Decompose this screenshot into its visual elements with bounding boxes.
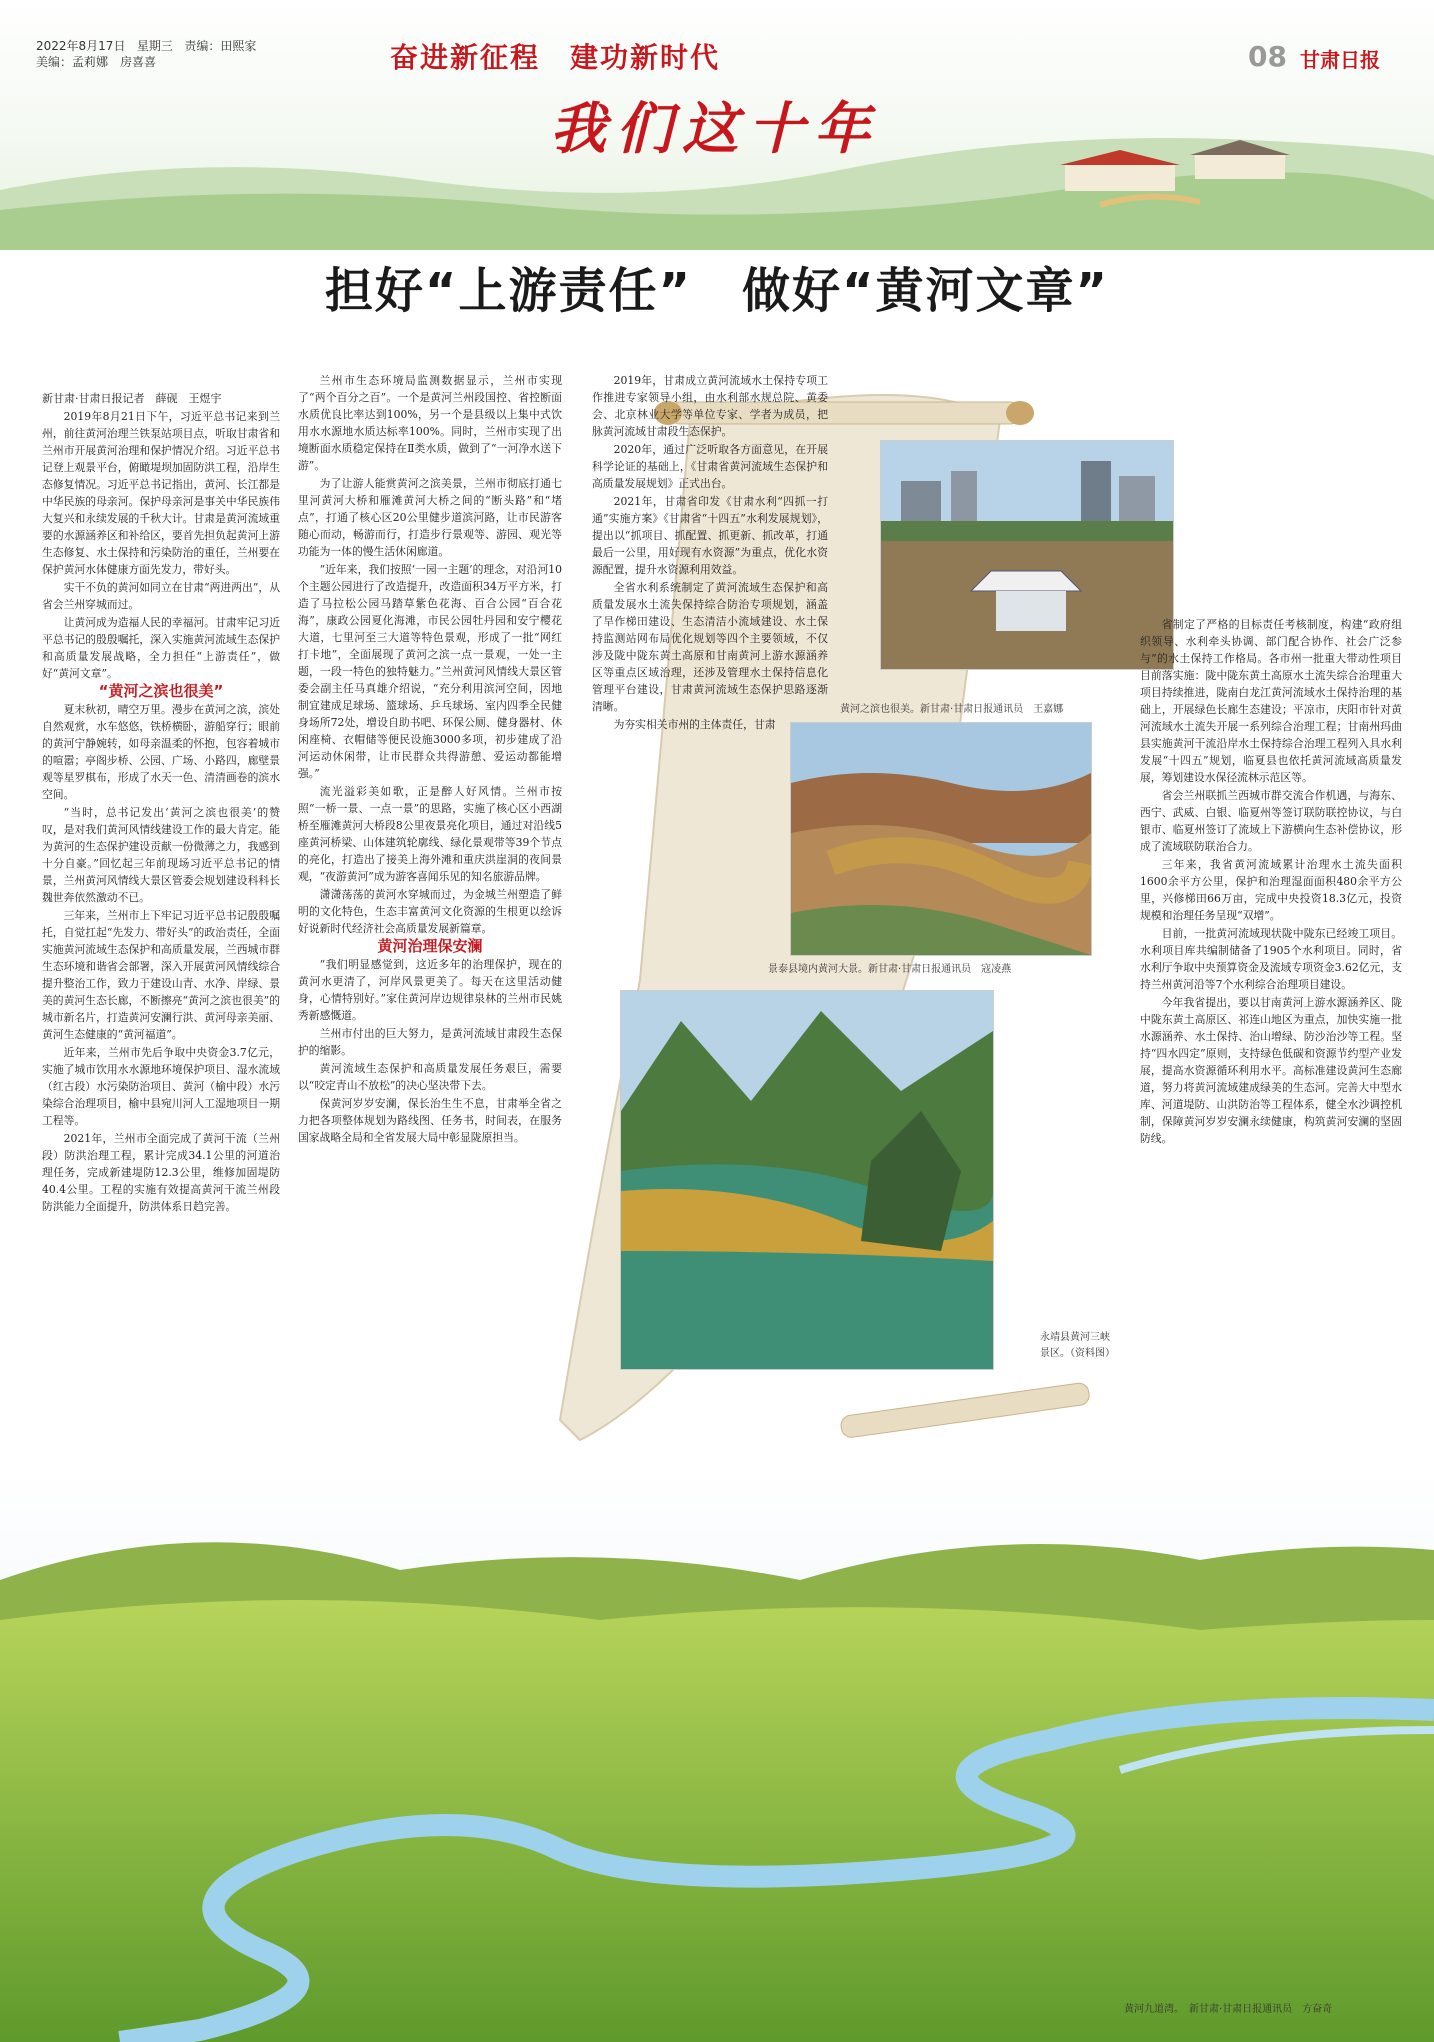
subheading-2: 黄河治理保安澜 [377,937,483,955]
paragraph: 省制定了严格的目标责任考核制度，构建“政府组织领导、水利牵头协调、部门配合协作、社会广泛参与”的水土保持工作格局。各市州一批重大带动性项目目前落实施：陇中陇东黄土高原水土流失综合治理重大项目持续推进，陇南白龙江黄河流域水土保持治理的基础上，开展绿色长廊生态建设；平凉市，庆阳市针对黄河流域水土流失开展一系列综合治理工程；甘南州玛曲县实施黄河干流沿岸水土保持综合治理工程列入具水利发展“十四五”规划，临夏县也依托黄河流域高质量发展，筹划建设水保径流林示范区等。 [1140,618,1402,784]
photo-yongjing-gorge [620,990,994,1370]
paragraph: 让黄河成为造福人民的幸福河。甘肃牢记习近平总书记的殷殷嘱托，深入实施黄河流域生态保护和高质量发展战略，全力担任“上游责任”，做好“黄河文章”。 [42,616,280,680]
paragraph: 今年我省提出，要以甘南黄河上游水源涵养区、陇中陇东黄土高原区、祁连山地区为重点，加快实施一批水源涵养、水土保持、治山增绿、防沙治沙等工程。坚持“四水四定”原则，支持绿色低碳和资源节约型产业发展，提高水资源循环利用水平。高标准建设黄河生态廊道，努力将黄河流域建成绿美的生态河。完善大中型水库、河道堤防、山洪防治等工程体系，健全水沙调控机制，保障黄河岁岁安澜永续健康，构筑黄河安澜的坚固防线。 [1140,996,1402,1145]
caption-photo2: 景泰县境内黄河大景。新甘肃·甘肃日报通讯员 寇凌燕 [768,964,1012,975]
page-number: 08 [1248,40,1287,73]
byline: 新甘肃·甘肃日报记者 薛砚 王煜宇 [42,392,222,405]
text-column-3 [592,372,828,842]
paragraph: 省会兰州联抓兰西城市群交流合作机遇，与海东、西宁、武威、白银、临夏州等签订联防联控协议，与白银市、临夏州签订了流域上下游横向生态补偿协议，形成了流域联防联治合力。 [1140,789,1402,853]
landscape-photo [881,441,1173,669]
paragraph: 2021年，兰州市全面完成了黄河干流（兰州段）防洪治理工程，累计完成34.1公里的河道治理任务，完成新建堤防12.3公里，维修加固堤防40.4公里。工程的实施有效提高黄河干流兰州段防洪能力全面提升，防洪体系日趋完善。 [42,1132,280,1213]
paragraph: 三年来，兰州市上下牢记习近平总书记殷殷嘱托，自觉扛起“先发力、带好头”的政治责任，全面实施黄河流域生态保护和高质量发展，兰西城市群生态环境和谐省会部署，深入开展黄河风情线综合提升整治工作，致力于建设山青、水净、岸绿、景美的黄河生态长廊，不断擦亮“黄河之滨也很美”的城市新名片，打造黄河安澜行洪、黄河母亲美丽、黄河生态健康的“黄河福道”。 [42,909,280,1041]
landscape-photo [621,991,993,1369]
slogan: 奋进新征程 建功新时代 [390,41,721,74]
landscape-photo [791,723,1091,955]
headline: 担好“上游责任” 做好“黄河文章” [324,263,1110,319]
issue-weekday: 星期三 [136,39,173,53]
paragraph: 潇潇荡荡的黄河水穿城而过，为金城兰州塑造了鲜明的文化特色，生态丰富黄河文化资源的生根更以绘诉好说新时代经济社会高质量发展新篇章。 [298,888,562,935]
paragraph: 实干不负的黄河如同立在甘肃“两进两出”，从省会兰州穿城而过。 [42,581,280,611]
caption-photo1: 黄河之滨也很美。新甘肃·甘肃日报通讯员 王嘉娜 [840,704,1064,715]
paragraph: 目前，一批黄河流域现状陇中陇东已经竣工项目。水利项目库共编制储备了1905个水利项目。同时，省水利厅争取中央预算资金及流域专项资金3.62亿元，支持兰州黄河沿等7个水利综合治理项目建设。 [1140,927,1402,991]
paragraph: 为夯实相关市州的主体责任，甘肃 [613,718,776,731]
paragraph: 2019年，甘肃成立黄河流域水土保持专项工作推进专家领导小组，由水利部水规总院、黄委会、北京林业大学等单位专家、学者为成员，把脉黄河流域甘肃段生态保护。 [592,374,828,438]
paragraph: 流光溢彩美如歌，正是醉人好风情。兰州市按照“一桥一景、一点一景”的思路，实施了核心区小西湖桥至雁滩黄河大桥段8公里夜景亮化项目，通过对沿线5座黄河桥梁、山体建筑轮廓线、绿化景观带等39个节点的亮化，打造出了接美上海外滩和重庆洪崖洞的夜间景观，“夜游黄河”成为游客喜闻乐见的知名旅游品牌。 [298,785,562,883]
paragraph: 夏末秋初，晴空万里。漫步在黄河之滨，滨处自然观赏，水车悠悠，铁桥横卧，游船穿行；眼前的黄河宁静婉转，如母亲温柔的怀抱，包容着城市的喧嚣；亭阁步桥、公园、广场、小路四，廊壁景观等星罗棋布，形成了水天一色、清清画卷的滨水空间。 [42,703,280,801]
paragraph: 三年来，我省黄河流域累计治理水土流失面积1600余平方公里，保护和治理湿面面积480余平方公里，兴修梯田66万亩，完成中央投资18.3亿元，投资规模和治理任务呈现“双增”。 [1140,858,1402,922]
subheading-1: “黄河之滨也很美” [98,682,224,700]
paragraph: 保黄河岁岁安澜，保长治生生不息，甘肃举全省之力把各项整体规划为路线图、任务书，时间表，在服务国家战略全局和全省发展大局中彰显陇原担当。 [298,1097,562,1144]
paper-name: 甘肃日报 [1300,48,1380,72]
paragraph: 2019年8月21日下午，习近平总书记来到兰州，前往黄河治理兰铁泵站项目点，听取甘肃省和兰州市开展黄河治理和保护情况介绍。习近平总书记登上观景平台，俯瞰堤坝加固防洪工程，沿岸生态修复情况。习近平总书记指出，黄河、长江都是中华民族的母亲河。保护母亲河是事关中华民族伟大复兴和永续发展的千秋大计。甘肃是黄河流域重要的水源涵养区和补给区，要首先担负起黄河上游生态修复、水土保持和污染防治的重任，兰州要在保护黄河水体健康方面先发力，带好头。 [42,410,280,576]
photo-yellow-river-nine-bends [0,1470,1434,2042]
paragraph: 2021年，甘肃省印发《甘肃水利“四抓一打通”实施方案》《甘肃省“十四五”水利发展规划》，提出以“抓项目、抓配置、抓更新、抓改革，打通最后一公里，用好现有水资源”为重点，优化水资源配置，提升水资源利用效益。 [592,495,828,576]
issue-date: 2022年8月17日 [36,39,126,53]
text-column-4 [1140,616,1402,1456]
paragraph: 黄河流域生态保护和高质量发展任务艰巨，需要以“咬定青山不放松”的决心坚决带下去。 [298,1062,562,1092]
photo-jingtai-yellow-river [790,722,1092,956]
caption-photo3: 永靖县黄河三峡景区。（资料图） [1040,1332,1115,1359]
text-column-2 [298,372,562,1252]
issue-meta [36,38,256,70]
paragraph: “我们明显感觉到，这近多年的治理保护，现在的黄河水更清了，河岸风景更美了。每天在这里活动健身，心情特别好。”家住黄河岸边规律泉林的兰州市民姚秀新感慨道。 [298,958,562,1022]
issue-designer: 美编：孟莉娜 房喜喜 [36,55,157,69]
paragraph: “当时，总书记发出‘黄河之滨也很美’的赞叹，是对我们黄河风情线建设工作的最大肯定。能为黄河的生态保护建设贡献一份微薄之力，我感到十分自豪。”回忆起三年前现场习近平总书记的情景，兰州黄河风情线大景区管委会规划建设科科长魏世奔依然激动不已。 [42,806,280,904]
paragraph: 兰州市付出的巨大努力，是黄河流域甘肃段生态保护的缩影。 [298,1027,562,1057]
paragraph: 近年来，兰州市先后争取中央资金3.7亿元，实施了城市饮用水水源地环境保护项目、湿水流域（红古段）水污染防治项目、黄河（榆中段）水污染综合治理项目，榆中县宛川河人工湿地项目一期工程等。 [42,1046,280,1127]
paragraph: 兰州市生态环境局监测数据显示，兰州市实现了“两个百分之百”。一个是黄河兰州段国控、省控断面水质优良比率达到100%，另一个是县级以上集中式饮用水水源地水质达标率100%。同时，兰州市实现了出境断面水质稳定保持在Ⅱ类水质，做到了“一河净水送下游”。 [298,374,562,472]
paragraph: 为了让游人能赏黄河之滨美景，兰州市彻底打通七里河黄河大桥和雁滩黄河大桥之间的“断头路”和“堵点”，打通了核心区20公里健步道滨河路，让市民游客随心而动，畅游而行，打造步行景观等、游园、观光等功能为一体的慢生活休闲廊道。 [298,477,562,558]
landscape-photo [0,1470,1434,2042]
issue-editor: 责编：田熙家 [184,39,257,53]
text-column-1 [42,390,280,1450]
photo-lanzhou-riverside [880,440,1174,670]
paragraph: 全省水利系统制定了黄河流域生态保护和高质量发展水土流失保持综合防治专项规划，涵盖了旱作梯田建设、生态清洁小流域建设、水土保持监测站网布局优化规划等四个主要领域，不仅涉及陇中陇东黄土高原和甘南黄河上游水源涵养区等重点区域治理，还涉及管理水土保持信息化管理平台建设，甘肃黄河流域生态保护思路逐渐清晰。 [592,581,828,713]
paragraph: 2020年，通过广泛听取各方面意见，在开展科学论证的基础上，《甘肃省黄河流域生态保护和高质量发展规划》正式出台。 [592,443,828,490]
caption-bottom: 黄河九道湾。 新甘肃·甘肃日报通讯员 方奋奇 [1124,2004,1333,2015]
section-banner: 我们这十年 [550,96,880,162]
paragraph: “近年来，我们按照‘一园一主题’的理念，对沿河10个主题公园进行了改造提升，改造面积34万平方米，打造了马拉松公园马踏草紫色花海、百合公园“百合花海”，康政公园夏化海滩，市民公园牡丹园和安宁樱花大道，七里河至三大道等特色景观，形成了一批“网红打卡地”，全面展现了黄河之滨一点一景观，一处一主题，一段一特色的独特魅力。”兰州黄河风情线大景区管委会副主任马真雄介绍说，“充分利用滨河空间，因地制宜建成足球场、篮球场、乒乓球场、室内四季全民健身场所72处，增设自助书吧、环保公厕、健身器材、休闲座椅、衣帽储等便民设施3000多项，初步建成了沿河运动休闲带，让市民群众共得游憩、爱运动都能增强。” [298,563,562,780]
